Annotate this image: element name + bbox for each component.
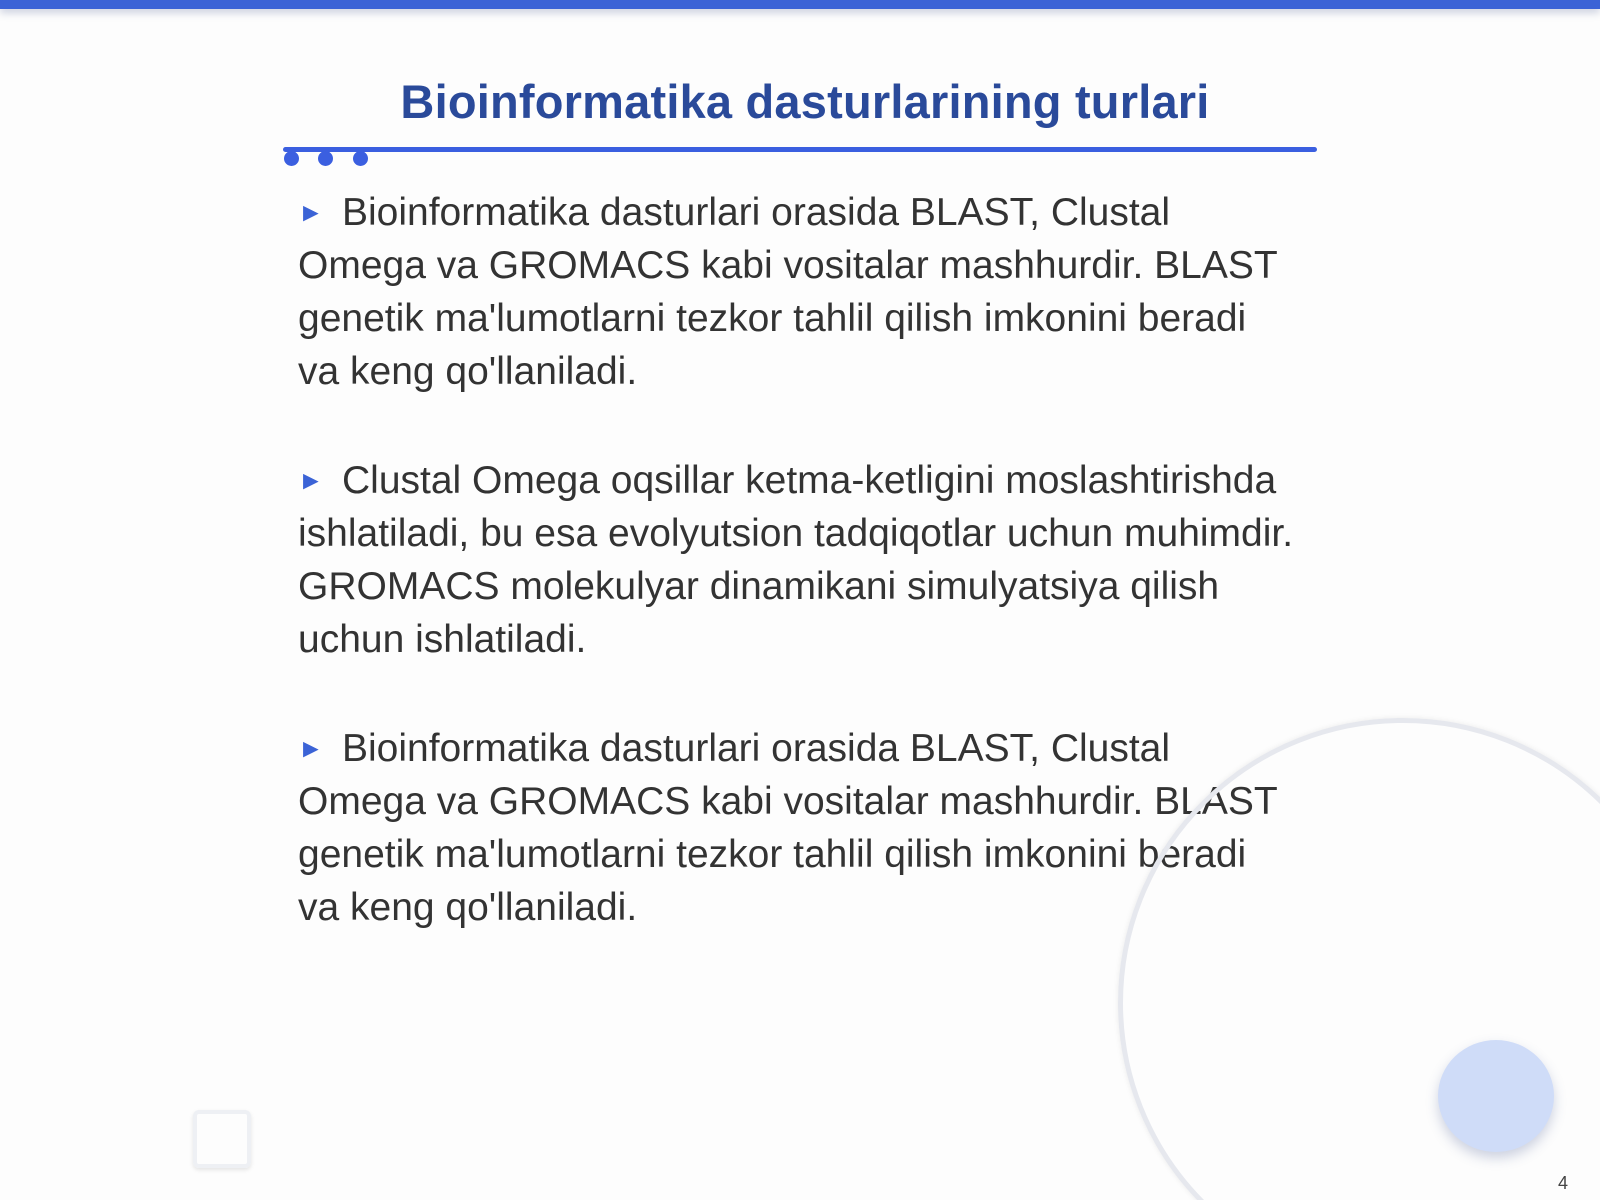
page-number: 4: [1557, 1173, 1568, 1193]
bullet-item: [298, 454, 1298, 666]
bullet-text: Bioinformatika dasturlari orasida BLAST, Clustal Omega va GROMACS kabi vositalar mashhurdir. BLAST genetik ma'lumotlarni tezkor tahlil qilish imkonini beradi va keng qo'llaniladi.: [298, 191, 1277, 393]
triangle-bullet-icon: ►: [298, 733, 324, 763]
bullet-list: [298, 186, 1298, 990]
bullet-text: Bioinformatika dasturlari orasida BLAST, Clustal Omega va GROMACS kabi vositalar mashhurdir. BLAST genetik ma'lumotlarni tezkor tahlil qilish imkonini beradi va keng qo'llaniladi.: [298, 727, 1277, 929]
top-accent-bar: [0, 0, 1600, 9]
slide-title: Bioinformatika dasturlarining turlari: [400, 75, 1210, 128]
title-underline: [283, 147, 1317, 152]
decorative-circle: [1438, 1040, 1554, 1152]
triangle-bullet-icon: ►: [298, 465, 324, 495]
bullet-item: [298, 186, 1298, 398]
decorative-dot: [284, 151, 299, 166]
decorative-dot: [353, 151, 368, 166]
decorative-square: [193, 1110, 251, 1168]
triangle-bullet-icon: ►: [298, 197, 324, 227]
decorative-dot: [318, 151, 333, 166]
bullet-text: Clustal Omega oqsillar ketma-ketligini moslashtirishda ishlatiladi, bu esa evolyutsion tadqiqotlar uchun muhimdir. GROMACS molekulyar dinamikani simulyatsiya qilish uchun ishlatiladi.: [298, 459, 1294, 661]
